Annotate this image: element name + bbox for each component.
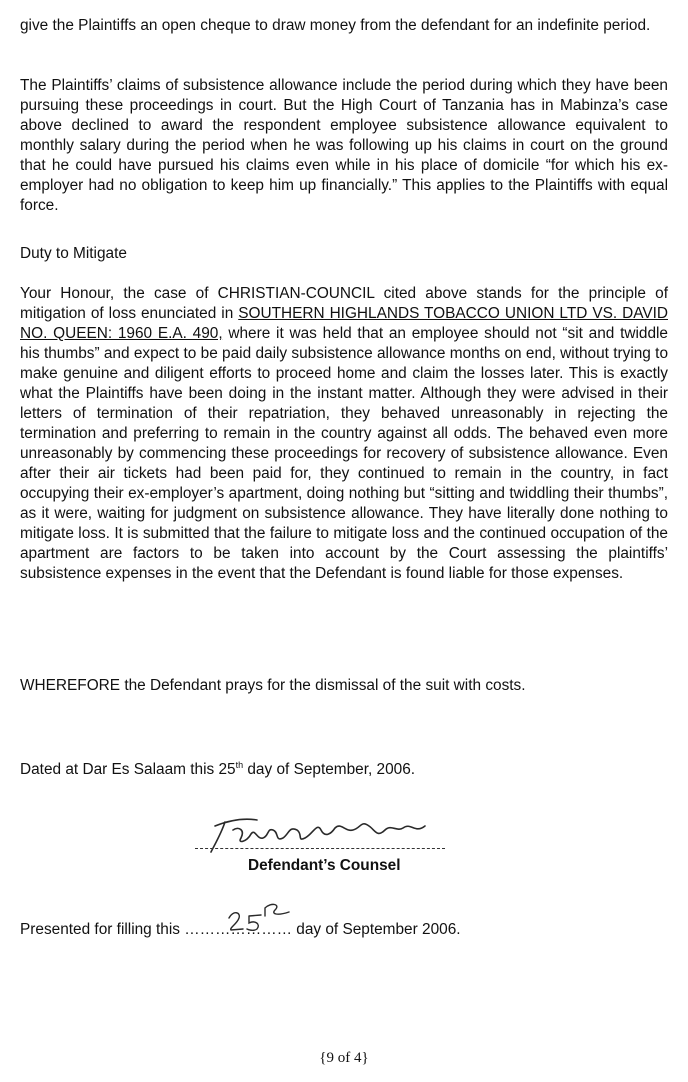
- presented-text-end: day of September 2006.: [291, 921, 461, 938]
- case-citation: SOUTHERN HIGHLANDS TOBACCO UNION LTD VS. DAVID NO. QUEEN: 1960 E.A. 490,: [20, 305, 668, 342]
- presented-text: Presented for filling this: [20, 921, 185, 938]
- page-number: {9 of 4}: [319, 1050, 369, 1066]
- paragraph-subsistence-claims: The Plaintiffs’ claims of subsistence allowance include the period during which they have been pursuing these proceedings in court. But the High Court of Tanzania has in Mabinza’s case above declined to award the respondent employee subsistence allowance equivalent to monthly salary during the period when he was following up his claims in court on the ground that he could have pursued his claims even while in his place of domicile “for which his ex-employer had no obligation to keep him up financially.” This applies to the Plaintiffs with equal force.: [20, 77, 668, 214]
- signature-line: [195, 848, 445, 849]
- presented-blank: …………………: [184, 921, 292, 938]
- paragraph-continuation: give the Plaintiffs an open cheque to draw money from the defendant for an indefinite period.: [20, 17, 651, 34]
- dated-text: Dated at Dar Es Salaam this 25: [20, 761, 236, 778]
- section-heading: Duty to Mitigate: [20, 245, 127, 262]
- paragraph-duty-to-mitigate: [20, 284, 668, 584]
- dated-suffix: th: [235, 759, 244, 770]
- paragraph-text-end: where it was held that an employee should not “sit and twiddle his thumbs” and expect to be paid daily subsistence allowance months on end, without trying to make genuine and diligent efforts to proceed home and claim the losses later. This is exactly what the Plaintiffs have been doing in the instant matter. Although they were advised in their letters of termination of their repatriation, they behaved unreasonably in rejecting the termination and preferring to remain in the country against all odds. The behaved even more unreasonably by commencing these proceedings for recovery of subsistence allowance. Even after their air tickets had been paid for, they continued to remain in the country, in fact occupying their ex-employer’s apartment, doing nothing but “sitting and twiddling their thumbs”, as it were, waiting for judgment on subsistence allowance. They have literally done nothing to mitigate loss. It is submitted that the failure to mitigate loss and the continued occupation of the apartment are factors to be taken into account by the Court assessing the plaintiffs’ subsistence expenses in the event that the Defendant is found liable for those expenses.: [20, 325, 668, 582]
- counsel-label: Defendant’s Counsel: [248, 857, 401, 874]
- paragraph-text-start: Your Honour, the case of CHRISTIAN-COUNCIL cited above stands for the principle of mitigation of loss enunciated in: [20, 285, 668, 322]
- presented-line: [20, 920, 461, 940]
- dated-line: [20, 760, 415, 780]
- wherefore-clause: WHEREFORE the Defendant prays for the dismissal of the suit with costs.: [20, 677, 526, 694]
- dated-text-end: day of September, 2006.: [243, 761, 416, 778]
